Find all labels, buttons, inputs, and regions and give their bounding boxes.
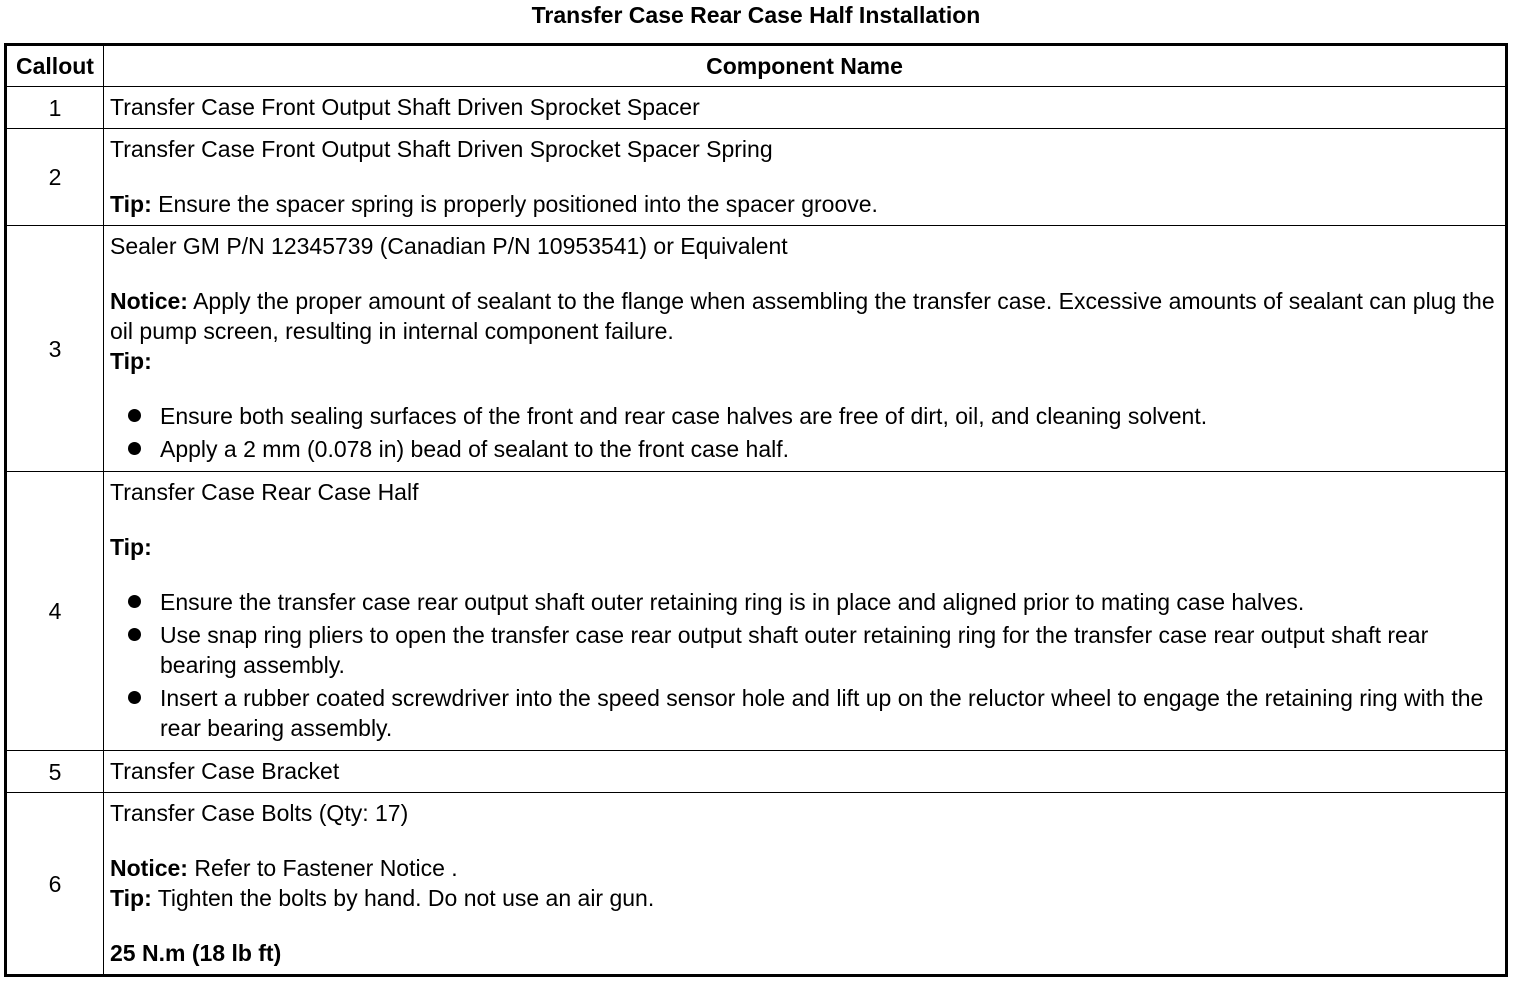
component-name-cell — [104, 793, 1507, 976]
component-name-cell — [104, 472, 1507, 751]
callout-number: 3 — [6, 226, 104, 472]
tip-label: Tip: — [110, 885, 152, 911]
notice-label: Notice: — [110, 288, 188, 314]
list-item: Ensure both sealing surfaces of the front and rear case halves are free of dirt, oil, and cleaning solvent. — [160, 401, 1495, 431]
spacer — [110, 261, 1495, 286]
callout-number: 5 — [6, 751, 104, 793]
notice-line — [110, 853, 1495, 883]
component-name: Transfer Case Front Output Shaft Driven Sprocket Spacer — [110, 94, 700, 120]
notice-text: Apply the proper amount of sealant to the flange when assembling the transfer case. Excessive amounts of sealant can plug the oil pump screen, resulting in internal component failure. — [110, 288, 1495, 344]
tip-line — [110, 189, 1495, 219]
callout-number: 2 — [6, 129, 104, 226]
component-name-cell — [104, 129, 1507, 226]
callout-column-header: Callout — [6, 45, 104, 87]
table-row — [6, 751, 1507, 793]
list-item: Insert a rubber coated screwdriver into the speed sensor hole and lift up on the reluctor wheel to engage the retaining ring with the rear bearing assembly. — [160, 683, 1495, 743]
tip-text: Ensure the spacer spring is properly positioned into the spacer groove. — [151, 191, 878, 217]
list-item: Use snap ring pliers to open the transfer case rear output shaft outer retaining ring for the transfer case rear output shaft rear bearing assembly. — [160, 620, 1495, 680]
table-header-row — [6, 45, 1507, 87]
callout-number: 1 — [6, 87, 104, 129]
callout-number: 6 — [6, 793, 104, 976]
spacer — [110, 562, 1495, 587]
tip-label: Tip: — [110, 348, 152, 374]
spacer — [110, 828, 1495, 853]
component-name: Transfer Case Bolts (Qty: 17) — [110, 800, 409, 826]
tip-bullet-list — [110, 401, 1495, 464]
notice-line — [110, 286, 1495, 346]
list-item: Apply a 2 mm (0.078 in) bead of sealant to the front case half. — [160, 434, 1495, 464]
component-name: Transfer Case Bracket — [110, 758, 340, 784]
component-name: Sealer GM P/N 12345739 (Canadian P/N 10953541) or Equivalent — [110, 233, 788, 259]
notice-label: Notice: — [110, 855, 188, 881]
spacer — [110, 164, 1495, 189]
component-name-column-header: Component Name — [104, 45, 1507, 87]
document-title: Transfer Case Rear Case Half Installation — [531, 2, 981, 28]
component-name-cell — [104, 751, 1507, 793]
torque-spec: 25 N.m (18 lb ft) — [110, 940, 282, 966]
spacer — [110, 913, 1495, 938]
tip-text: Tighten the bolts by hand. Do not use an air gun. — [151, 885, 655, 911]
callout-table — [4, 43, 1508, 977]
table-row — [6, 87, 1507, 129]
table-row — [6, 129, 1507, 226]
component-name-cell — [104, 226, 1507, 472]
component-name: Transfer Case Rear Case Half — [110, 479, 419, 505]
notice-text: Refer to Fastener Notice . — [187, 855, 458, 881]
tip-label: Tip: — [110, 534, 152, 560]
tip-bullet-list — [110, 587, 1495, 743]
callout-number: 4 — [6, 472, 104, 751]
component-name: Transfer Case Front Output Shaft Driven Sprocket Spacer Spring — [110, 136, 773, 162]
list-item: Ensure the transfer case rear output shaft outer retaining ring is in place and aligned prior to mating case halves. — [160, 587, 1495, 617]
table-row — [6, 226, 1507, 472]
spacer — [110, 376, 1495, 401]
spacer — [110, 507, 1495, 532]
component-name-cell — [104, 87, 1507, 129]
tip-line — [110, 883, 1495, 913]
tip-label: Tip: — [110, 191, 152, 217]
table-row — [6, 472, 1507, 751]
table-row — [6, 793, 1507, 976]
